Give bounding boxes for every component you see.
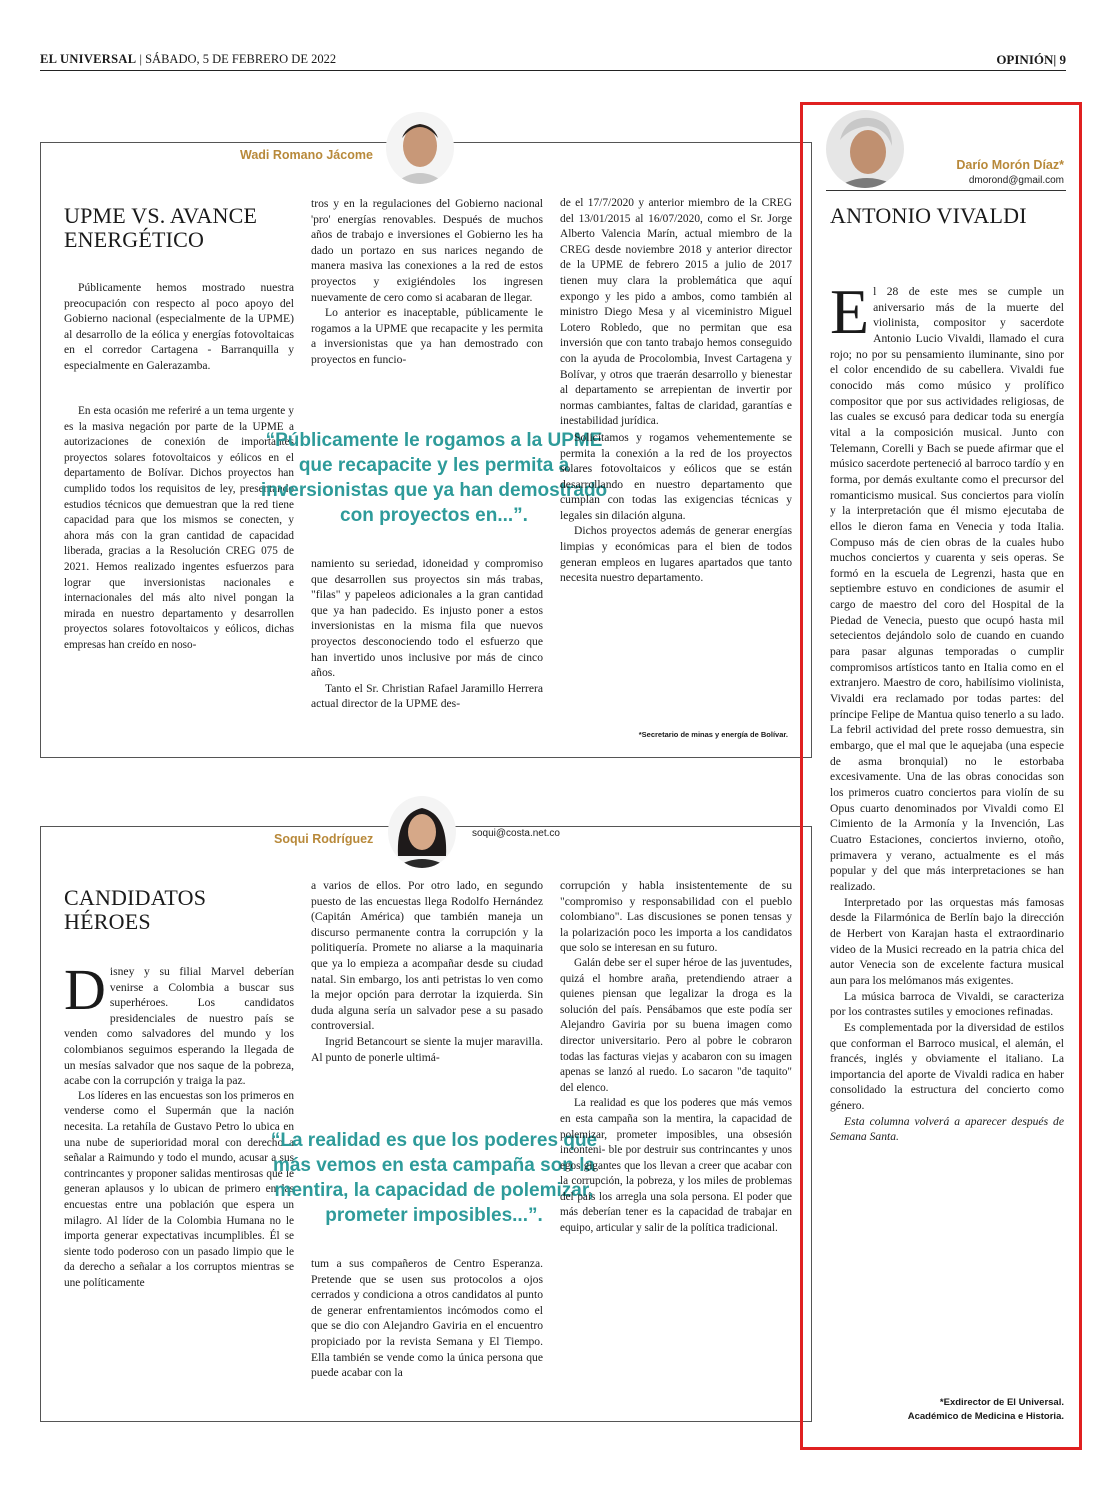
paragraph: Ingrid Betancourt se siente la mujer maravilla. Al punto de ponerle ultimá- <box>311 1034 543 1064</box>
author-email: soqui@costa.net.co <box>472 828 560 839</box>
paragraph: Solicitamos y rogamos vehementemente se permita la conexión a la red de los proyectos solares fotovoltaicos y eólicos que se están desarrollando en nuestro departamento que cumplan con todas las exigencias técnicas y legales sin dilación alguna. <box>560 430 792 522</box>
closing-note: Esta columna volverá a aparecer después de Semana Santa. <box>830 1114 1064 1144</box>
paragraph: namiento su seriedad, idoneidad y compromiso que desarrollen sus proyectos sin más trabas, "filas" y papeleos adicionales a la gran cantidad que ya han padecido. Es injusto poner a estos inversionistas en la misma fila que nuevos proyectos desconociendo todo el esfuerzo que han invertido unos inclusive por más de cinco años. <box>311 557 543 680</box>
divider <box>826 190 1066 191</box>
masthead <box>40 52 1066 71</box>
author-bio <box>830 1396 1064 1424</box>
author-name: Soqui Rodríguez <box>274 832 374 846</box>
article-column-2-bottom <box>311 1256 543 1381</box>
paper-name: EL UNIVERSAL <box>40 52 137 66</box>
paragraph: Los líderes en las encuestas son los primeros en venderse como el Supermán que la nación necesita. La retahíla de Gustavo Petro lo ubica en una nube de superioridad moral con derecho a señalar a Raimundo y todo el mundo, acusar a sus contrincantes y proponer salidas mentirosas que le generan aplausos y lo ubican de primero en las encuestas entre una población que espera un milagro. Al líder de la Colombia Humana no le importa generar expectativas incumplibles. Él se siente todo poderoso con un pasado limpio que le da derecho a señalar a los corruptos mientras se une políticamente <box>64 1089 294 1289</box>
article-column-2-top <box>311 196 543 368</box>
paragraph: tum a sus compañeros de Centro Esperanza. Pretende que se usen sus protocolos a ojos cerrados y condiciona a otros candidatos al punto de generar enfrentamientos incómodos como el que se dio con Alejandro Gaviria en el encuentro propiciado por la revista Semana y El Tiempo. Ella también se vende como la única persona que puede acabar con la <box>311 1257 543 1380</box>
bio-line: *Exdirector de El Universal. <box>939 1397 1064 1408</box>
masthead-left: EL UNIVERSAL | SÁBADO, 5 DE FEBRERO DE 2022 <box>40 52 337 66</box>
article-column <box>830 276 1064 1145</box>
pull-quote: “La realidad es que los poderes que más vemos en esta campaña son la mentira, la capacidad de polemizar, prometer imposibles...”. <box>270 1130 598 1226</box>
article-headline: UPME VS. AVANCE ENERGÉTICO <box>64 203 258 252</box>
paragraph <box>830 276 1064 895</box>
article-column-1 <box>64 280 294 374</box>
author-photo <box>388 796 456 868</box>
paragraph: Galán debe ser el super héroe de las juventudes, quizá el hombre araña, pretendiendo atraer a quienes piensan que legalizar la droga es la solución del país. Pensábamos que este podía ser Alejandro Gaviria por su buena imagen como director universitario. Pero al pobre le cobraron todas las facturas viejas y acabaron con su imagen apenas se lanzó al ruedo. Lo sacaron "de taquito" del elenco. <box>560 956 792 1094</box>
paragraph: La realidad es que los poderes que más vemos en esta campaña son la mentira, la capacidad de polemizar, prometer imposibles, una obsesión inconteni- ble por destruir sus contrincantes y unos egos gigantes que los llevan a creer que acabar con la corrupción, la pobreza, y los miles de problemas del país los arregla una sola persona. El poder que más deberían tener es la capacidad de trabajar en equipo, articular y salir de la política tradicional. <box>560 1097 792 1235</box>
section-name: OPINIÓN <box>996 52 1054 67</box>
page-number: 9 <box>1059 52 1066 67</box>
paragraph: Públicamente hemos mostrado nuestra preocupación con respecto al poco apoyo del Gobierno nacional (especialmente de la UPME) al desarrollo de la eólica y energías fotovoltaicas en el corredor Cartagena - Barranquilla y especialmente en Galerazamba. <box>64 281 294 372</box>
drop-cap: D <box>64 957 106 1022</box>
paragraph: Tanto el Sr. Christian Rafael Jaramillo Herrera actual director de la UPME des- <box>311 681 543 711</box>
article-column-3 <box>560 878 792 1237</box>
author-name: Darío Morón Díaz* <box>956 158 1064 172</box>
masthead-right: OPINIÓN| 9 <box>996 52 1066 67</box>
paragraph: Es complementada por la diversidad de estilos que conforman el Barroco musical, el alemán, el francés, inglés y obviamente el italiano. La importancia del aporte de Vivaldi radica en haber consolidado la estructura del concierto como género. <box>830 1020 1064 1113</box>
author-photo <box>386 112 454 184</box>
paragraph: Lo anterior es inaceptable, públicamente le rogamos a la UPME que recapacite y les permita a inversionistas que ya han demostrado con proyectos en funcio- <box>311 306 543 366</box>
drop-cap: E <box>830 276 870 347</box>
paragraph: En esta ocasión me referiré a un tema urgente y es la masiva negación por parte de la UPME a autorizaciones de conexión de importantes proyectos solares fotovoltaicos y eólicos en el departamento de Bolívar. Dichos proyectos han cumplido todos los requisitos de ley, presentando estudios técnicos que demuestran que la red tiene capacidad para que los mismos se conecten, y ahora más con la gran cantidad de capacidad liberada, gracias a la Resolución CREG 075 de 2021. Hemos realizado ingentes esfuerzos para lograr que inversionistas nacionales e internacionales del más alto nivel pongan la mirada en nuestro departamento y desarrollen proyectos solares fotovoltaicos y eólicos, dichas empresas han creído en noso- <box>64 405 294 651</box>
article-column-2-bottom <box>311 556 543 712</box>
paragraph <box>64 957 294 1089</box>
bio-line: Académico de Medicina e Historia. <box>907 1411 1064 1422</box>
author-name: Wadi Romano Jácome <box>240 148 373 162</box>
paragraph-text: isney y su filial Marvel deberían venirse a Colombia a buscar sus superhéroes. Los candidatos presidenciales de nuestro país se venden como salvadores del mundo y los colombianos seguimos esperando la llegada de un mesías salvador que nos saque de la pobreza, acabe con la corrupción y traiga la paz. <box>64 965 294 1088</box>
author-note: *Secretario de minas y energía de Bolívar. <box>638 730 788 739</box>
paragraph: Dichos proyectos además de generar energías limpias y económicas para el bien de todos generan empleos en lugares apartados que tanto necesita nuestro departamento. <box>560 524 792 585</box>
paragraph: corrupción y habla insistentemente de su "compromiso y responsabilidad con el pueblo colombiano". Las discusiones se ponen tensas y la polarización poco les importa a los candidatos que solo se interesan en su futuro. <box>560 879 792 955</box>
article-headline: ANTONIO VIVALDI <box>830 203 1027 228</box>
article-column-2-top <box>311 878 543 1065</box>
paragraph-text: l 28 de este mes se cumple un aniversario más de la muerte del violinista, compositor y sacerdote Antonio Lucio Vivaldi, llamado el cura rojo; no por su pensamiento iluminante, sino por el color encendido de su cabellera. Vivaldi fue conocido más como músico y prolífico compositor que por sus actividades religiosas, de las cuales se excusó para dedicar toda su energía vital a la composición musical. Junto con Telemann, Corelli y Bach se puede afirmar que el músico sacerdote perteneció al barroco tardío y en forma, por demás exultante como el precursor del romanticismo musical. Sus conciertos para violín y la interpretación que él mismo ejecutaba de ellos le dieron fama en Venecia y toda Italia. Compuso más de cien obras de la cuales hubo muchos conciertos y cuarenta y seis operas. Se formó en la escuela de Legrenzi, hasta que en septiembre estuvo en condiciones de asumir el cargo de maestro del coro del Hospital de la Piedad de Venecia, puesto que ocupó hasta mil setecientos dejándolo solo de cuando en cuando para pasar algunas temporadas o cumplir compromisos artísticos tanto en Italia como en el extranjero. Maestro de coro, habilísimo violinista, Vivaldi era reclamado por todas partes: del príncipe Felipe de Mantua quiso tenerlo a su lado. La febril actividad del prete rosso demuestra, sin embargo, que el mal que le aquejaba (una especie de asma bronquial) no le estorbaba excesivamente. Una de las obras conocidas son los primeros cuatro conciertos para violín de su Opus cuarto denominados por Vivaldi como El Cimiento de la Armonía y la Invención, Las Cuatro Estaciones, conciertos invierno, otoño, primavera y verano, actualmente es el más popular y del que más interpretaciones se han realizado. <box>830 285 1064 893</box>
paragraph: a varios de ellos. Por otro lado, en segundo puesto de las encuestas llega Rodolfo Hernández (Capitán América) que también maneja un discurso permanente contra la corrupción y la politiquería. Promete no aliarse a la maquinaria que ya lo empieza a acompañar desde su ciudad natal. Sin embargo, los anti petristas lo ven como la mejor opción para derrotar la izquierda. Sin duda alguna sería un salvador pese a su pasado controversial. <box>311 879 543 1033</box>
article-column-3 <box>560 196 792 586</box>
paragraph: Interpretado por las orquestas más famosas desde la Filarmónica de Berlín bajo la dirección de Herbert von Karajan hasta el extraordinario video de la Musici recreado en la patria chica del autor Venecia son de excelente factura musical aun para los melómanos más exigentes. <box>830 895 1064 987</box>
article-headline: CANDIDATOS HÉROES <box>64 885 207 934</box>
pull-quote: “Públicamente le rogamos a la UPME que recapacite y les permita a inversionistas que ya han demostrado con proyectos en...”. <box>260 430 608 526</box>
paragraph: tros y en la regulaciones del Gobierno nacional 'pro' energías renovables. Después de muchos años de trabajo e inversiones el Gobierno les ha dado un portazo en sus narices negando de manera masiva las conexiones a la red de estos proyectos y exigiéndoles los ingresen nuevamente de cero como si acabaran de llegar. <box>311 197 543 304</box>
paragraph: La música barroca de Vivaldi, se caracteriza por los contrastes sutiles y emociones refinadas. <box>830 989 1064 1019</box>
author-email: dmorond@gmail.com <box>968 175 1064 186</box>
issue-date: SÁBADO, 5 DE FEBRERO DE 2022 <box>145 52 337 66</box>
paragraph: de el 17/7/2020 y anterior miembro de la CREG del 13/01/2015 al 16/07/2020, como el Sr. Jorge Alberto Valencia Marín, actual miembro de la CREG desde noviembre 2018 y anterior director de la UPME de febrero 2015 a julio de 2017 tienen muy clara la problemática que aquí expongo y les pido a ambos, como también al ministro Diego Mesa y al viceministro Miguel Lotero Robledo, que no permitan que esa inversión que con tanto trabajo hemos conseguido con la ayuda de Procolombia, Invest Cartagena y Bolívar, y otros que traerán desarrollo y bienestar al departamento se arrepientan de invertir por normas cambiantes, faltas de claridad, garantías e inestabilidad jurídica. <box>560 197 792 428</box>
